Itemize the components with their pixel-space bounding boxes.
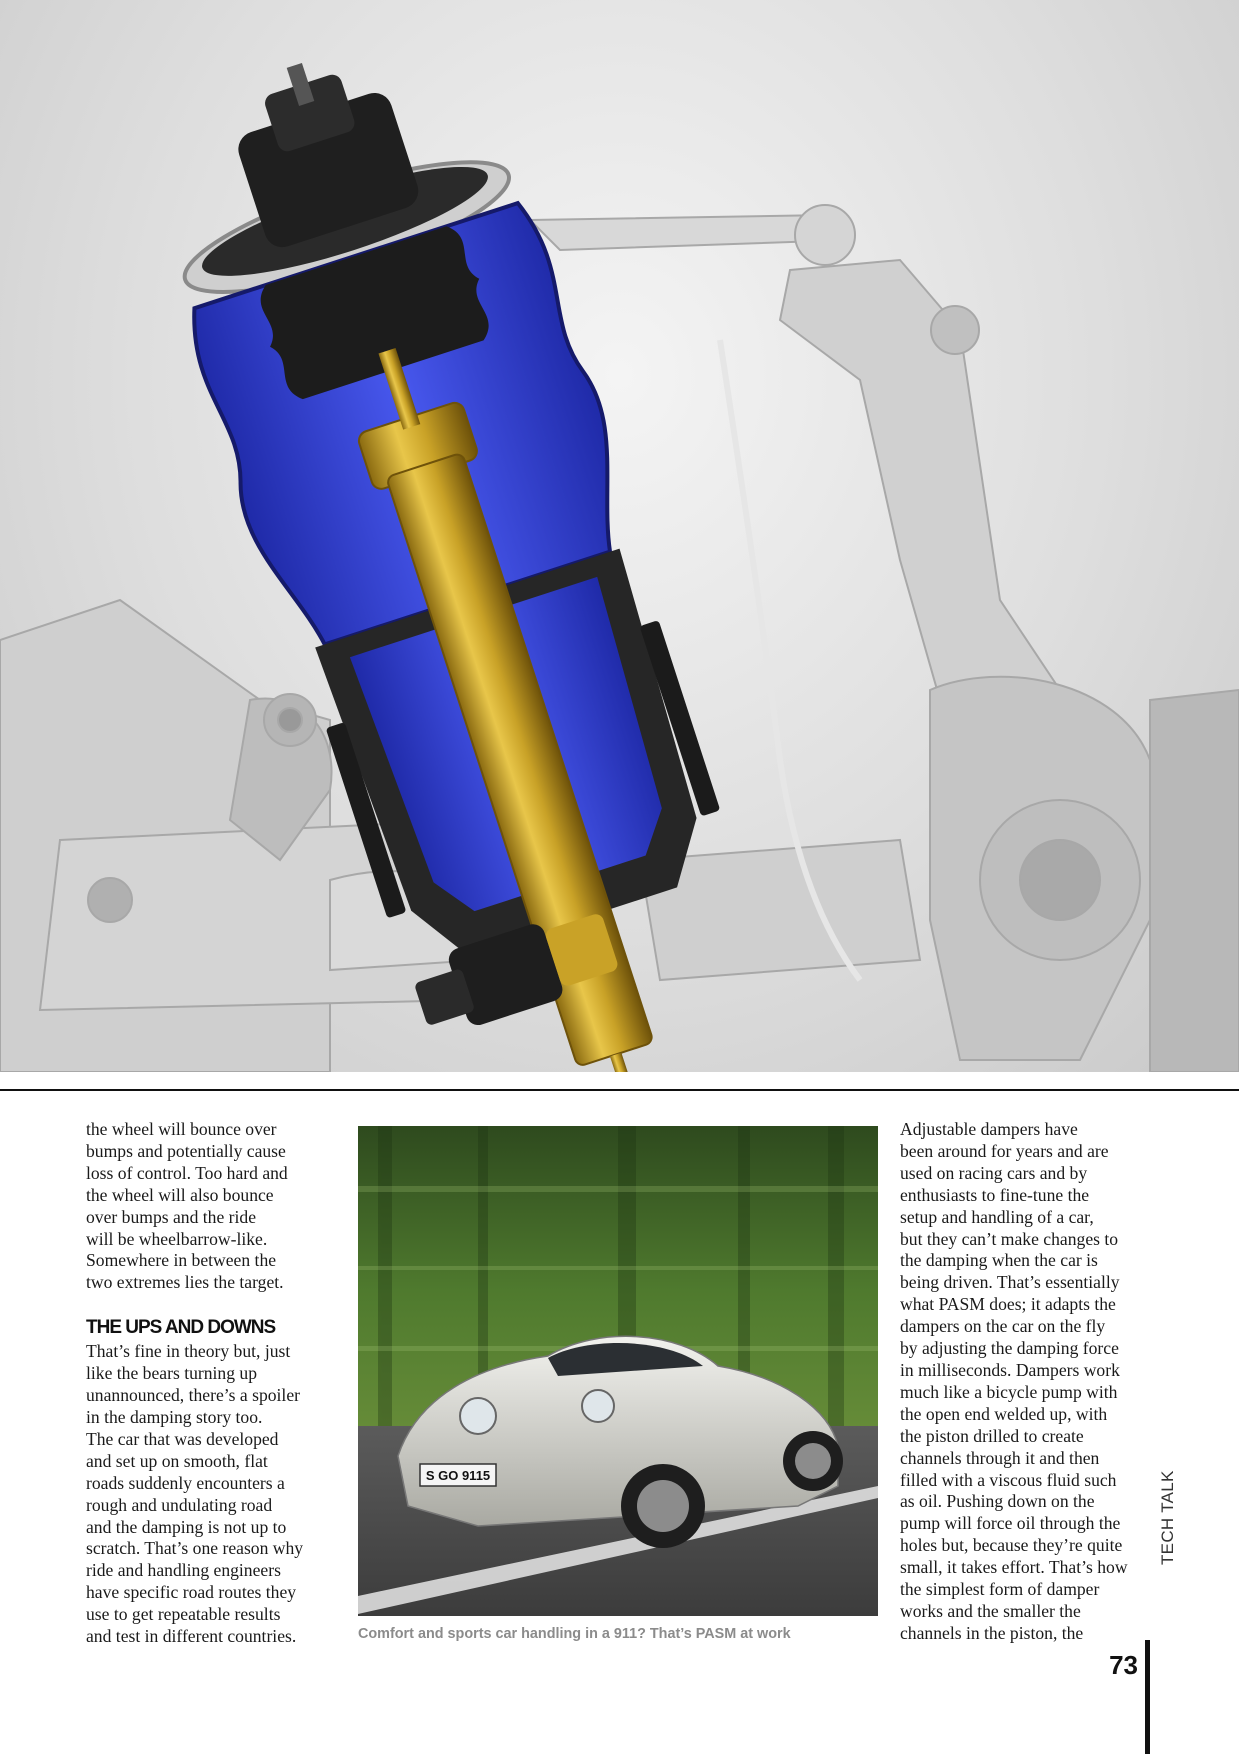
body-paragraph: That’s fine in theory but, just like the bears turning up unannounced, there’s a spoiler in the damping story too. The car that was developed and set up on smooth, flat roads suddenly encounters a rough and undulating road and the damping is not up to scratch. That’s one reason why ride and handling engineers have specific road routes they use to get repeatable results and test in different countries. [86,1341,304,1647]
page-number: 73 [1109,1650,1138,1680]
porsche-911-photo [358,1126,878,1616]
section-subhead: THE UPS AND DOWNS [86,1317,276,1339]
section-label: TECH TALK [1158,1470,1177,1565]
article-column-left [86,1119,336,1648]
car-photo [358,1126,878,1616]
section-divider [0,1089,1239,1091]
folio-bar [1145,1640,1150,1754]
body-paragraph: Adjustable dampers have been around for years and are used on racing cars and by enthusiasts to fine-tune the setup and handling of a car, but they can’t make changes to the damping when the car is being driven. That’s essentially what PASM does; it adapts the dampers on the car on the fly by adjusting the damping force in milliseconds. Dampers work much like a bicycle pump with the open end welded up, with the piston drilled to create channels through it and then filled with a viscous fluid such as oil. Pushing down on the pump will force oil through the holes but, because they’re quite small, it takes effort. That’s how the simplest form of damper works and the smaller the channels in the piston, the [900,1119,1128,1643]
body-paragraph: the wheel will bounce over bumps and potentially cause loss of control. Too hard and the wheel will also bounce over bumps and the ride will be wheelbarrow-like. Somewhere in between the two extremes lies the target. [86,1119,288,1293]
article-column-right [900,1119,1150,1645]
license-plate: S GO 9115 [425,1468,491,1483]
photo-caption: Comfort and sports car handling in a 911? That’s PASM at work [358,1626,791,1642]
